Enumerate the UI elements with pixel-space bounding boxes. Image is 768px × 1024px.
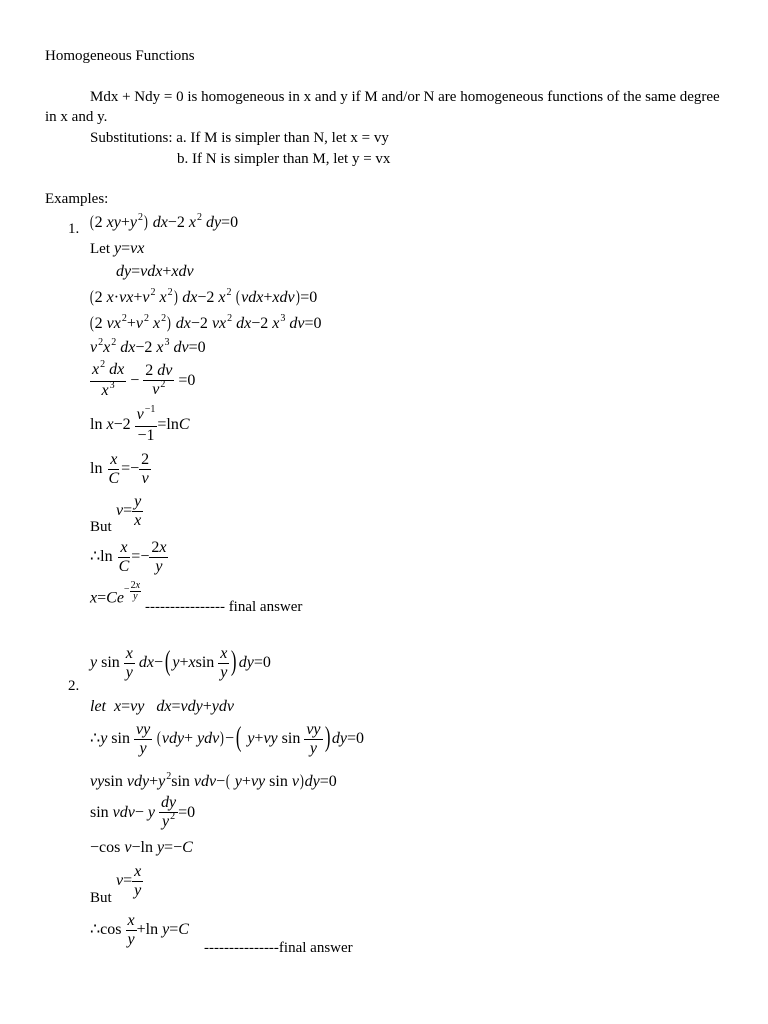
ex1-simplified: ln $\frac{x}{C}$ =− $\frac{2}{v}$ <box>90 451 150 487</box>
ex1-equation: (2 $xy+y^2$) dx−2 $x^2$ dy=0 <box>89 212 239 231</box>
ex1-integrated: ln x−2 $\frac{v^{-1}}{-1}$ =lnC <box>90 404 190 444</box>
example-2-number: 2. <box>68 678 80 694</box>
intro-line-1: Mdx + Ndy = 0 is homogeneous in x and y if M and/or N are homogeneous functions of the same degree <box>90 89 720 105</box>
page-title: Homogeneous Functions <box>45 48 195 64</box>
ex2-separated: sin vdv− y $\frac{dy}{y^2}$ =0 <box>90 794 196 830</box>
ex1-v-def: v= $\frac{y}{x}$ <box>116 493 142 529</box>
ex2-equation: y sin $\frac{x}{y}$ dx−( y+xsin $\frac{x}{y}$ ) dy=0 <box>90 645 271 681</box>
intro-line-2: in x and y. <box>45 109 108 125</box>
ex1-answer: $x=Ce^{- \frac{2x}{y}}$ ---------------- final answer <box>90 580 303 615</box>
ex1-step-1: (2 $x\cdot vx+v^2$ $x^2$) dx−2 $x^2$ (vdx+xdv)=0 <box>89 287 318 306</box>
ex2-step-1: vysin $vdy+y^2\sin$ vdv−( y+vy sin v)dy=0 <box>90 771 337 790</box>
ex1-therefore: ∴ln $\frac{x}{C}$ =− $\frac{2x}{y}$ <box>90 539 167 575</box>
ex2-answer: ∴cos $\frac{x}{y}$ +ln y=C <box>90 912 189 948</box>
ex1-step-2: (2 $vx^2+v^2$ $x^2$) dx−2 $vx^2$ dx−2 $x^3$ dv=0 <box>89 313 322 332</box>
ex2-v-def: v= $\frac{x}{y}$ <box>116 863 142 899</box>
ex2-but-label: But <box>90 890 112 906</box>
ex1-separated: $\frac{x^2 dx}{x^3}$ − $\frac{2 dv}{v^2}$ =0 <box>92 359 196 399</box>
substitutions-b: b. If N is simpler than M, let y = vx <box>177 151 391 167</box>
ex1-step-3: $v^2x^2$ dx−2 $x^3$ dv=0 <box>90 337 206 356</box>
ex1-but-label: But <box>90 519 112 535</box>
ex1-final-answer: ---------------- final answer <box>145 598 303 615</box>
ex1-let-label: Let <box>90 241 110 257</box>
ex2-integrated: −cos v−ln y=−C <box>90 839 193 856</box>
substitutions-a: Substitutions: a. If M is simpler than N, let x = vy <box>90 130 389 146</box>
ex1-dy: dy=vdx+xdv <box>116 263 194 280</box>
ex2-substituted: ∴y sin $\frac{vy}{y}$ (vdy+ ydv)−( y+vy sin $\frac{vy}{y}$ ) dy=0 <box>90 721 364 757</box>
ex2-let-line: let x=vy dx=vdy+ydv <box>90 698 234 715</box>
ex1-let-line: Let y=vx <box>90 240 145 257</box>
example-1-number: 1. <box>68 221 80 237</box>
examples-label: Examples: <box>45 191 109 207</box>
ex2-final-answer: ---------------final answer <box>204 940 353 956</box>
